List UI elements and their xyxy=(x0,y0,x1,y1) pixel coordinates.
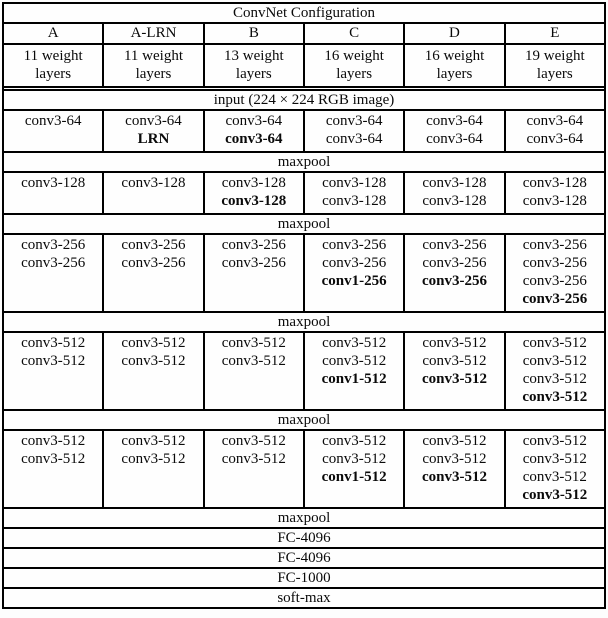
config-cell-d xyxy=(404,430,504,508)
maxpool-label: maxpool xyxy=(3,312,605,332)
layer-label: conv3-512 xyxy=(522,371,587,387)
config-cell-c xyxy=(304,234,404,312)
config-cell-a xyxy=(3,430,103,508)
conv-block-512b-row xyxy=(3,430,605,508)
maxpool-row xyxy=(3,312,605,332)
fc-label: FC-4096 xyxy=(3,548,605,568)
column-depth-d xyxy=(404,44,504,87)
maxpool-row xyxy=(3,410,605,430)
layer-label: conv3-512 xyxy=(21,353,86,369)
input-row xyxy=(3,90,605,110)
layer-label: conv3-512 xyxy=(21,335,86,351)
config-cell-b xyxy=(204,234,304,312)
layer-label: conv3-512 xyxy=(522,451,587,467)
layer-label: conv3-256 xyxy=(522,255,587,271)
layer-label: conv3-128 xyxy=(121,175,186,191)
config-cell-a-lrn xyxy=(103,430,203,508)
config-cell-a-lrn xyxy=(103,234,203,312)
layer-label: conv3-512 xyxy=(422,353,487,369)
layer-label: conv3-128 xyxy=(322,175,387,191)
column-header-e: E xyxy=(505,23,605,44)
config-cell-a-lrn xyxy=(103,172,203,214)
layer-label: conv3-64 xyxy=(325,131,383,147)
layer-label: conv3-128 xyxy=(21,175,86,191)
layer-label: conv3-256 xyxy=(322,255,387,271)
depth-line: layers xyxy=(536,66,573,82)
column-header-a-lrn: A-LRN xyxy=(103,23,203,44)
config-cell-b xyxy=(204,110,304,152)
layer-label: conv3-512 xyxy=(121,433,186,449)
layer-label: conv3-512 xyxy=(121,335,186,351)
layer-label: conv3-256 xyxy=(421,273,487,289)
layer-label: conv3-64 xyxy=(24,113,82,129)
config-cell-e xyxy=(505,430,605,508)
layer-label: conv3-128 xyxy=(221,193,287,209)
depth-line: 11 weight xyxy=(23,48,83,64)
layer-label: conv3-512 xyxy=(322,335,387,351)
layer-label: conv3-512 xyxy=(422,335,487,351)
layer-label: conv3-512 xyxy=(221,335,286,351)
column-depth-a xyxy=(3,44,103,87)
fc-label: FC-4096 xyxy=(3,528,605,548)
layer-label: conv3-128 xyxy=(522,193,587,209)
maxpool-row xyxy=(3,214,605,234)
depth-line: layers xyxy=(135,66,172,82)
softmax-row xyxy=(3,588,605,608)
fc-row xyxy=(3,528,605,548)
config-cell-c xyxy=(304,332,404,410)
maxpool-row xyxy=(3,508,605,528)
config-cell-e xyxy=(505,234,605,312)
softmax-label: soft-max xyxy=(3,588,605,608)
depth-line: layers xyxy=(235,66,272,82)
depth-line: 11 weight xyxy=(123,48,183,64)
layer-label: LRN xyxy=(137,131,170,147)
layer-label: conv3-512 xyxy=(522,469,587,485)
depth-line: 16 weight xyxy=(424,48,485,64)
column-depth-a-lrn xyxy=(103,44,203,87)
config-cell-c xyxy=(304,430,404,508)
layer-label: conv3-64 xyxy=(325,113,383,129)
layer-label: conv3-512 xyxy=(322,353,387,369)
layer-label: conv3-512 xyxy=(21,451,86,467)
layer-label: conv3-256 xyxy=(21,255,86,271)
layer-label: conv3-64 xyxy=(526,131,584,147)
layer-label: conv3-512 xyxy=(121,451,186,467)
layer-label: conv3-512 xyxy=(421,469,487,485)
layer-label: conv3-256 xyxy=(121,237,186,253)
layer-label: conv3-512 xyxy=(522,433,587,449)
layer-label: conv3-256 xyxy=(221,255,286,271)
layer-label: conv3-512 xyxy=(322,433,387,449)
depth-line: 19 weight xyxy=(525,48,585,64)
config-cell-e xyxy=(505,172,605,214)
layer-label: conv3-512 xyxy=(522,335,587,351)
depth-line: layers xyxy=(336,66,373,82)
layer-label: conv3-512 xyxy=(221,353,286,369)
depth-line: 13 weight xyxy=(224,48,284,64)
column-header-b: B xyxy=(204,23,304,44)
config-cell-a xyxy=(3,234,103,312)
layer-label: conv1-256 xyxy=(321,273,387,289)
layer-label: conv3-512 xyxy=(522,487,588,503)
layer-label: conv3-256 xyxy=(422,237,487,253)
layer-label: conv3-128 xyxy=(522,175,587,191)
conv-block-128-row xyxy=(3,172,605,214)
input-label: input (224 × 224 RGB image) xyxy=(3,90,605,110)
layer-label: conv3-512 xyxy=(522,353,587,369)
layer-label: conv3-512 xyxy=(21,433,86,449)
conv-block-512a-row xyxy=(3,332,605,410)
config-cell-b xyxy=(204,332,304,410)
convnet-configuration-table xyxy=(2,2,606,609)
config-cell-e xyxy=(505,332,605,410)
table-title: ConvNet Configuration xyxy=(3,3,605,23)
maxpool-row xyxy=(3,152,605,172)
layer-label: conv3-256 xyxy=(221,237,286,253)
depth-line: 16 weight xyxy=(324,48,384,64)
layer-label: conv3-64 xyxy=(125,113,182,129)
depth-line: layers xyxy=(436,66,473,82)
layer-label: conv3-128 xyxy=(422,175,487,191)
config-cell-c xyxy=(304,110,404,152)
column-depth-b xyxy=(204,44,304,87)
config-cell-b xyxy=(204,172,304,214)
maxpool-label: maxpool xyxy=(3,214,605,234)
layer-label: conv3-512 xyxy=(422,451,487,467)
layer-label: conv3-256 xyxy=(422,255,487,271)
layer-label: conv3-512 xyxy=(221,433,286,449)
layer-label: conv3-64 xyxy=(225,131,283,147)
layer-label: conv1-512 xyxy=(321,469,387,485)
layer-label: conv3-256 xyxy=(522,273,587,289)
layer-label: conv3-128 xyxy=(422,193,487,209)
layer-label: conv3-512 xyxy=(221,451,286,467)
layer-label: conv3-512 xyxy=(121,353,186,369)
layer-label: conv3-64 xyxy=(426,131,483,147)
config-cell-a-lrn xyxy=(103,332,203,410)
config-cell-e xyxy=(505,110,605,152)
layer-label: conv3-512 xyxy=(322,451,387,467)
fc-row xyxy=(3,568,605,588)
layer-label: conv3-64 xyxy=(225,113,283,129)
config-cell-d xyxy=(404,110,504,152)
title-row xyxy=(3,3,605,23)
config-cell-c xyxy=(304,172,404,214)
depth-line: layers xyxy=(35,66,72,82)
config-cell-a xyxy=(3,172,103,214)
config-cell-d xyxy=(404,172,504,214)
fc-row xyxy=(3,548,605,568)
config-cell-b xyxy=(204,430,304,508)
layer-label: conv3-64 xyxy=(526,113,584,129)
layer-label: conv3-512 xyxy=(522,389,588,405)
config-cell-a xyxy=(3,110,103,152)
column-header-d: D xyxy=(404,23,504,44)
layer-label: conv3-256 xyxy=(522,291,588,307)
config-cell-a-lrn xyxy=(103,110,203,152)
layer-label: conv3-128 xyxy=(322,193,387,209)
column-header-row xyxy=(3,23,605,44)
column-header-a: A xyxy=(3,23,103,44)
layer-label: conv3-256 xyxy=(121,255,186,271)
column-depth-c xyxy=(304,44,404,87)
depth-row xyxy=(3,44,605,87)
layer-label: conv1-512 xyxy=(321,371,387,387)
maxpool-label: maxpool xyxy=(3,410,605,430)
conv-block-256-row xyxy=(3,234,605,312)
layer-label: conv3-256 xyxy=(322,237,387,253)
layer-label: conv3-256 xyxy=(21,237,86,253)
column-header-c: C xyxy=(304,23,404,44)
maxpool-label: maxpool xyxy=(3,508,605,528)
layer-label: conv3-512 xyxy=(421,371,487,387)
conv-block-64-row xyxy=(3,110,605,152)
layer-label: conv3-64 xyxy=(426,113,483,129)
config-cell-d xyxy=(404,332,504,410)
config-cell-d xyxy=(404,234,504,312)
column-depth-e xyxy=(505,44,605,87)
layer-label: conv3-512 xyxy=(422,433,487,449)
maxpool-label: maxpool xyxy=(3,152,605,172)
layer-label: conv3-256 xyxy=(522,237,587,253)
config-cell-a xyxy=(3,332,103,410)
fc-label: FC-1000 xyxy=(3,568,605,588)
layer-label: conv3-128 xyxy=(221,175,286,191)
